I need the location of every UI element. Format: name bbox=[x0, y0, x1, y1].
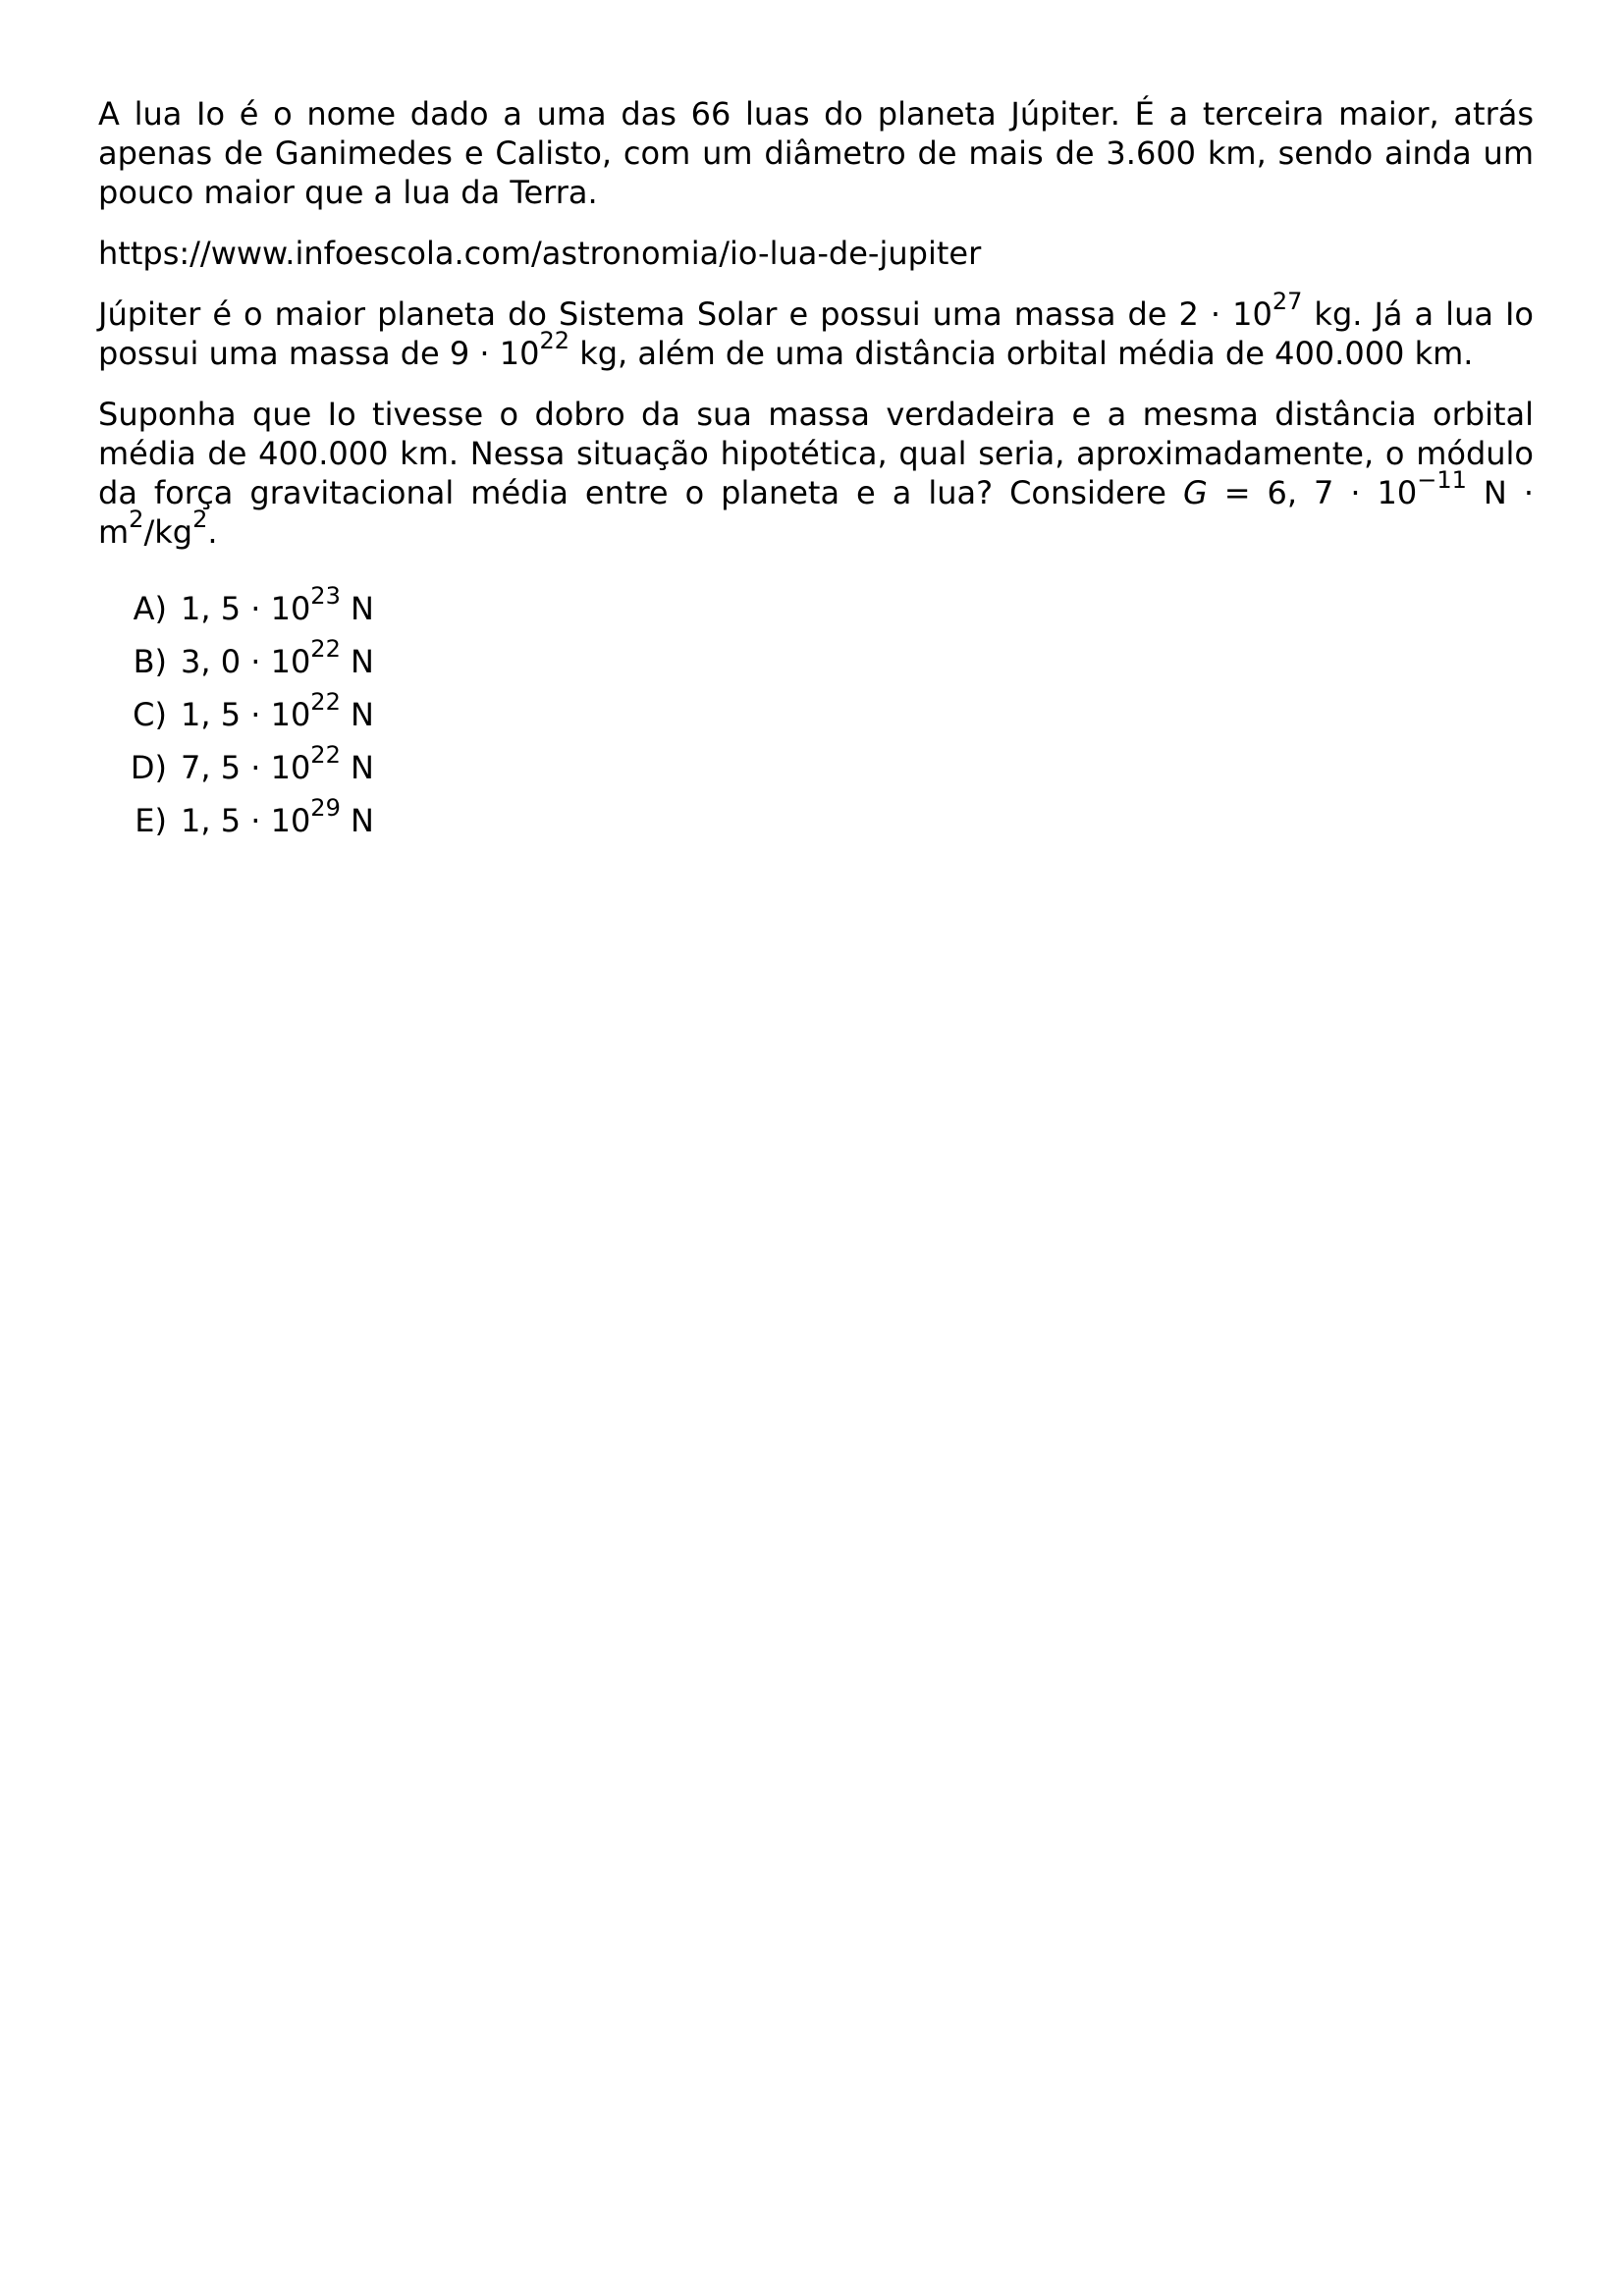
exponent: −11 bbox=[1417, 466, 1467, 495]
option-letter: C) bbox=[133, 696, 167, 733]
option-letter: B) bbox=[133, 643, 167, 680]
exponent: 22 bbox=[539, 327, 570, 355]
question-text-d: /kg bbox=[143, 513, 193, 551]
option-value: 3, $0 \cdot 10^{22}$ N bbox=[181, 635, 374, 680]
exponent: 23 bbox=[310, 582, 341, 611]
source-url: https://www.infoescola.com/astronomia/io-lua-de-jupiter bbox=[98, 235, 982, 272]
question-text-e: . bbox=[207, 513, 218, 551]
g-symbol: G bbox=[1182, 474, 1208, 511]
exponent: 27 bbox=[1272, 288, 1303, 316]
option-c[interactable] bbox=[98, 688, 1534, 748]
exponent: 22 bbox=[310, 741, 341, 770]
exponent: 22 bbox=[310, 688, 341, 717]
masses-text-c: kg, além de uma distância orbital média de 400.000 km. bbox=[569, 335, 1474, 372]
masses-text-a: Júpiter é o maior planeta do Sistema Solar e possui uma massa de 2 · 10 bbox=[98, 295, 1272, 333]
masses-paragraph bbox=[98, 288, 1535, 373]
exponent: 2 bbox=[129, 506, 144, 534]
option-e[interactable] bbox=[98, 794, 1534, 854]
answer-options bbox=[98, 582, 1534, 854]
exponent: 29 bbox=[310, 794, 341, 823]
question-text-a: Suponha que Io tivesse o dobro da sua massa verdadeira e a mesma distância orbital média de 400.000 km. Nessa situação hipotética, qual seria, aproximadamente, o módulo da força gravitacional média entre o planeta e a lua? Considere bbox=[98, 396, 1534, 511]
option-b[interactable] bbox=[98, 635, 1534, 695]
masses-text-b: kg. Já a lua Io possui uma massa de 9 · 10 bbox=[98, 295, 1535, 372]
question-text-c: N · m bbox=[98, 474, 1535, 551]
exponent: 22 bbox=[310, 635, 341, 664]
option-letter: D) bbox=[130, 749, 167, 786]
option-a[interactable] bbox=[98, 582, 1534, 642]
intro-paragraph: A lua Io é o nome dado a uma das 66 luas do planeta Júpiter. É a terceira maior, atrás apenas de Ganimedes e Calisto, com um diâmetro de mais de 3.600 km, sendo ainda um pouco maior que a lua da Terra. bbox=[98, 95, 1534, 211]
question-paragraph bbox=[98, 395, 1534, 552]
option-letter: E) bbox=[135, 802, 167, 839]
option-letter: A) bbox=[133, 590, 167, 627]
option-value: 1, $5 \cdot 10^{23}$ N bbox=[181, 582, 374, 627]
option-value: 1, $5 \cdot 10^{29}$ N bbox=[181, 794, 374, 839]
exponent: 2 bbox=[192, 506, 208, 534]
question-document bbox=[98, 94, 1534, 854]
option-d[interactable] bbox=[98, 741, 1534, 801]
question-text-b: = 6, 7 · 10 bbox=[1207, 474, 1418, 511]
option-value: 1, $5 \cdot 10^{22}$ N bbox=[181, 688, 374, 733]
option-value: 7, $5 \cdot 10^{22}$ N bbox=[181, 741, 374, 786]
